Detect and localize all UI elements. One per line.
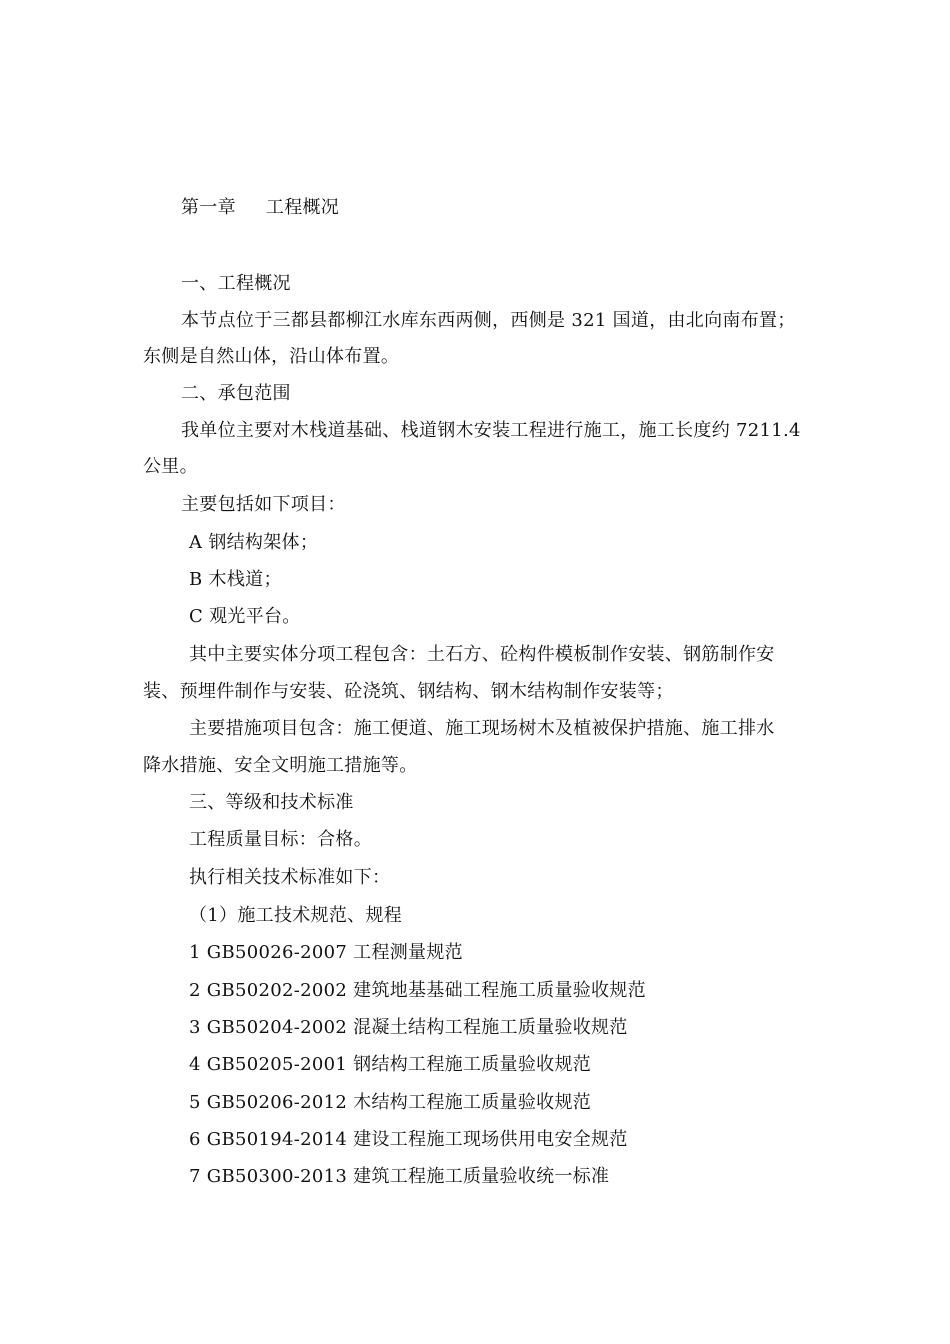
list-item-b: B 木栈道； [189, 569, 282, 590]
list-item-a: A 钢结构架体； [189, 532, 319, 553]
paragraph-quality-goal: 工程质量目标：合格。 [189, 829, 372, 850]
paragraph-measures-line1: 主要措施项目包含：施工便道、施工现场树木及植被保护措施、施工排水 [189, 718, 775, 739]
paragraph-scope-line2: 公里。 [143, 456, 198, 477]
section-heading-1: 一、工程概况 [181, 273, 291, 294]
section-heading-3: 三、等级和技术标准 [189, 792, 354, 813]
list-item: 2 GB50202-2002 建筑地基基础工程施工质量验收规范 [189, 980, 646, 1001]
list-item: 1 GB50026-2007 工程测量规范 [189, 942, 463, 963]
paragraph-scope-line1: 我单位主要对木栈道基础、栈道钢木安装工程进行施工，施工长度约 7211.4 [181, 420, 801, 441]
paragraph-location-line1: 本节点位于三都县都柳江水库东西两侧，西侧是 321 国道，由北向南布置； [181, 310, 796, 331]
list-item: 5 GB50206-2012 木结构工程施工质量验收规范 [189, 1092, 592, 1113]
list-item-c: C 观光平台。 [189, 606, 301, 627]
paragraph-standards-intro: 执行相关技术标准如下： [189, 867, 391, 888]
paragraph-location-line2: 东侧是自然山体，沿山体布置。 [143, 346, 400, 367]
chapter-number: 第一章 [181, 197, 236, 218]
paragraph-items-intro: 主要包括如下项目： [181, 494, 346, 515]
list-item: 3 GB50204-2002 混凝土结构工程施工质量验收规范 [189, 1017, 628, 1038]
list-item: 6 GB50194-2014 建设工程施工现场供用电安全规范 [189, 1129, 628, 1150]
chapter-heading [181, 196, 339, 220]
paragraph-works-line2: 装、预埋件制作与安装、砼浇筑、钢结构、钢木结构制作安装等； [143, 681, 674, 702]
subheading-specifications: （1）施工技术规范、规程 [189, 905, 403, 926]
paragraph-measures-line2: 降水措施、安全文明施工措施等。 [143, 755, 418, 776]
list-item: 4 GB50205-2001 钢结构工程施工质量验收规范 [189, 1054, 592, 1075]
chapter-title: 工程概况 [265, 197, 340, 218]
section-heading-2: 二、承包范围 [181, 383, 291, 404]
list-item: 7 GB50300-2013 建筑工程施工质量验收统一标准 [189, 1166, 610, 1187]
paragraph-works-line1: 其中主要实体分项工程包含：土石方、砼构件模板制作安装、钢筋制作安 [189, 644, 775, 665]
